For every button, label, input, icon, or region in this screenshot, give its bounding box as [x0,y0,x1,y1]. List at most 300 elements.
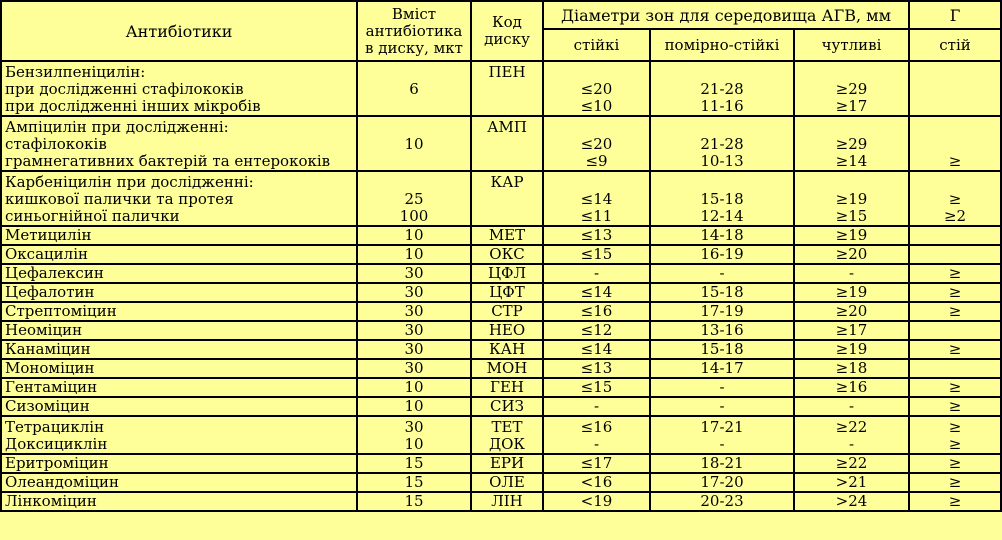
table-row [1,454,1001,473]
zone-sensitive-cell [794,454,909,473]
disk-content: 10 [404,245,424,263]
disk-content [361,174,467,191]
table-row [1,302,1001,321]
antibiotic-name: Цефалотин [5,283,95,301]
zone-resistant-cell [543,264,650,283]
zone-resistant-cell [543,283,650,302]
header-content-line: антибіотика [365,21,463,40]
zone-next-resistant: ≥ [948,264,962,282]
antibiotic-name: Цефалексин [5,264,104,282]
disk-code-cell [471,264,543,283]
zone-resistant-cell [543,61,650,116]
antibiotic-name-cell [1,116,357,171]
disk-content: 15 [404,492,424,510]
zone-next-resistant-cell [909,321,1001,340]
zone-sensitive: ≥14 [835,152,868,170]
antibiotic-name: Канаміцин [5,340,91,358]
zone-moderate [654,119,790,136]
zone-next-resistant: ≥ [948,492,962,510]
zone-resistant: <16 [580,473,613,491]
zone-next-resistant: ≥ [948,302,962,320]
table-row [1,171,1001,226]
disk-code-cell [471,378,543,397]
antibiotic-name: Еритроміцин [5,454,109,472]
table-row [1,359,1001,378]
disk-code: СТР [491,302,523,320]
zone-next-resistant: ≥ [948,397,962,415]
zone-resistant: ≤10 [580,97,613,115]
disk-content-cell [357,283,471,302]
zone-sensitive-cell [794,171,909,226]
zone-next-resistant-cell [909,492,1001,511]
zone-resistant: ≤16 [580,302,613,320]
zone-moderate: 21-28 [700,135,744,153]
disk-code: ЕРИ [489,454,525,472]
antibiotic-name-cell [1,397,357,416]
zone-sensitive: ≥19 [835,283,868,301]
header-antibiotics [1,1,357,61]
zone-resistant-cell [543,171,650,226]
antibiotic-name: кишкової палички та протея [5,190,234,208]
disk-content-cell [357,321,471,340]
zone-next-resistant [913,81,997,98]
zone-sensitive: - [848,435,855,453]
zone-moderate: 12-14 [700,207,744,225]
zone-moderate: - [719,264,725,282]
zone-moderate: - [719,378,725,396]
antibiotic-name-cell [1,264,357,283]
table-row [1,340,1001,359]
zone-next-resistant [913,174,997,191]
disk-code-cell [471,171,543,226]
zone-resistant [547,119,646,136]
zone-sensitive: ≥20 [835,245,868,263]
zone-moderate-cell [650,116,794,171]
disk-code: КАН [488,340,526,358]
zone-resistant: ≤20 [580,80,613,98]
disk-content: 25 [404,190,424,208]
header-content-line: Вміст [391,4,437,23]
antibiotic-name-cell [1,245,357,264]
antibiotic-name: при дослідженні стафілококів [5,80,244,98]
zone-sensitive: ≥22 [835,454,868,472]
antibiotic-name-cell [1,302,357,321]
disk-content [361,153,467,170]
zone-resistant-cell [543,416,650,454]
table-row [1,283,1001,302]
disk-code-cell [471,302,543,321]
zone-resistant-cell [543,473,650,492]
zone-next-resistant [913,360,997,377]
zone-next-resistant [913,98,997,115]
zone-moderate-cell [650,245,794,264]
disk-code-cell [471,454,543,473]
table-row [1,378,1001,397]
zone-sensitive-cell [794,264,909,283]
disk-content: 30 [404,359,424,377]
zone-sensitive: ≥17 [835,97,868,115]
table-row [1,321,1001,340]
disk-code-cell [471,340,543,359]
zone-resistant-cell [543,340,650,359]
zone-moderate: - [719,435,725,453]
zone-resistant: ≤15 [580,245,613,263]
antibiotic-name-cell [1,226,357,245]
antibiotic-name-cell [1,283,357,302]
zone-next-resistant: ≥ [948,454,962,472]
zone-next-resistant-cell [909,302,1001,321]
zone-moderate-cell [650,492,794,511]
zone-moderate: 21-28 [700,80,744,98]
zone-resistant: ≤11 [580,207,613,225]
zone-sensitive: ≥29 [835,80,868,98]
zone-sensitive: ≥19 [835,226,868,244]
disk-content: 30 [404,302,424,320]
antibiotic-name: стафілококів [5,135,107,153]
disk-content [361,98,467,115]
disk-content: 30 [404,283,424,301]
disk-content: 30 [404,418,424,436]
disk-code-cell [471,61,543,116]
disk-content: 15 [404,454,424,472]
disk-code-cell [471,116,543,171]
zone-sensitive-cell [794,245,909,264]
zone-next-resistant-cell [909,116,1001,171]
zone-next-resistant: ≥ [948,378,962,396]
disk-content-cell [357,492,471,511]
header-next-group-label: Г [949,5,961,25]
zone-resistant: ≤14 [580,283,613,301]
disk-content: 6 [409,80,419,98]
antibiotic-name: Тетрациклін [5,418,105,436]
zone-sensitive-cell [794,116,909,171]
zone-moderate-cell [650,378,794,397]
zone-resistant: ≤15 [580,378,613,396]
zone-next-resistant-cell [909,397,1001,416]
antibiotic-name-cell [1,378,357,397]
zone-next-resistant: ≥2 [943,207,967,225]
zone-sensitive: ≥20 [835,302,868,320]
antibiotic-name-cell [1,340,357,359]
disk-code-cell [471,492,543,511]
header-content-line: в диску, мкт [365,38,463,57]
zone-sensitive: ≥19 [835,190,868,208]
disk-content [361,64,467,81]
zone-next-resistant-cell [909,378,1001,397]
zone-moderate-cell [650,264,794,283]
disk-code [475,81,539,98]
disk-code [475,98,539,115]
disk-code-cell [471,416,543,454]
table-row [1,61,1001,116]
zone-moderate: - [719,397,725,415]
zone-sensitive: ≥29 [835,135,868,153]
disk-code: ЛІН [491,492,523,510]
disk-content-cell [357,378,471,397]
zone-sensitive-cell [794,378,909,397]
zone-moderate-cell [650,283,794,302]
zone-moderate: 15-18 [700,340,744,358]
zone-resistant [547,174,646,191]
zone-next-resistant [913,119,997,136]
zone-moderate: 18-21 [700,454,744,472]
header-code-line: диску [484,30,530,48]
zone-sensitive-cell [794,340,909,359]
zone-resistant: ≤13 [580,359,613,377]
zone-resistant: - [593,435,600,453]
zone-sensitive [798,174,905,191]
zone-moderate [654,174,790,191]
zone-next-resistant-cell [909,245,1001,264]
zone-sensitive: - [848,397,855,415]
zone-resistant-cell [543,397,650,416]
zone-moderate-cell [650,359,794,378]
zone-resistant-cell [543,116,650,171]
zone-next-resistant [913,322,997,339]
zone-moderate-cell [650,171,794,226]
zone-moderate-cell [650,473,794,492]
disk-code: МЕТ [488,226,526,244]
disk-code: МОН [486,359,528,377]
disk-code-cell [471,226,543,245]
antibiotic-name-cell [1,473,357,492]
header-code [471,1,543,61]
zone-moderate-cell [650,454,794,473]
header-resistant-label: стійкі [573,35,620,54]
header-moderate-label: помірно-стійкі [664,35,780,54]
zone-resistant-cell [543,321,650,340]
zone-sensitive-cell [794,321,909,340]
antibiotic-name: Метицилін [5,226,92,244]
disk-code-cell [471,359,543,378]
header-resistant [543,29,650,61]
antibiotic-name-cell [1,321,357,340]
disk-content: 30 [404,264,424,282]
zone-resistant: ≤16 [580,418,613,436]
disk-code: ОЛЕ [489,473,525,491]
disk-content-cell [357,116,471,171]
zone-moderate: 14-17 [700,359,744,377]
header-next-group [909,1,1001,29]
disk-content-cell [357,397,471,416]
zone-sensitive: ≥16 [835,378,868,396]
disk-content-cell [357,171,471,226]
zone-next-resistant-cell [909,226,1001,245]
header-code-line: Код [492,13,522,31]
zone-moderate: 10-13 [700,152,744,170]
disk-content-cell [357,473,471,492]
table-row [1,116,1001,171]
disk-code: ЦФЛ [487,264,527,282]
disk-code: НЕО [488,321,526,339]
disk-content-cell [357,61,471,116]
zone-resistant: ≤14 [580,190,613,208]
zone-moderate: 11-16 [700,97,744,115]
antibiotic-name: Оксацилін [5,245,88,263]
zone-sensitive-cell [794,416,909,454]
zone-resistant-cell [543,302,650,321]
disk-content-cell [357,359,471,378]
zone-next-resistant-cell [909,416,1001,454]
disk-code: ОКС [489,245,525,263]
header-next-resistant [909,29,1001,61]
zone-sensitive-cell [794,397,909,416]
zone-resistant-cell [543,226,650,245]
disk-content: 15 [404,473,424,491]
disk-content: 10 [404,135,424,153]
zone-moderate: 17-21 [700,418,744,436]
zone-resistant: ≤9 [585,152,608,170]
disk-content: 30 [404,340,424,358]
antibiotic-name-cell [1,61,357,116]
table-row [1,245,1001,264]
zone-next-resistant: ≥ [948,418,962,436]
zone-resistant-cell [543,359,650,378]
disk-content: 10 [404,435,424,453]
zone-next-resistant-cell [909,61,1001,116]
zone-sensitive: >21 [835,473,868,491]
zone-moderate-cell [650,302,794,321]
zone-next-resistant: ≥ [948,473,962,491]
disk-code: СИЗ [490,397,524,415]
table-row [1,226,1001,245]
header-diameter-group [543,1,909,29]
zone-next-resistant [913,136,997,153]
zone-sensitive-cell [794,473,909,492]
zone-resistant: ≤12 [580,321,613,339]
antibiotic-name: Доксициклін [5,435,108,453]
zone-next-resistant: ≥ [948,152,962,170]
zone-next-resistant-cell [909,340,1001,359]
antibiotic-name-cell [1,171,357,226]
antibiotic-name: грамнегативних бактерій та ентерококів [5,152,331,170]
disk-code: ГЕН [490,378,524,396]
disk-content-cell [357,245,471,264]
antibiotic-name: Гентаміцин [5,378,98,396]
disk-content-cell [357,302,471,321]
zone-sensitive: ≥15 [835,207,868,225]
zone-resistant [547,64,646,81]
zone-next-resistant: ≥ [948,340,962,358]
zone-resistant: ≤17 [580,454,613,472]
disk-content: 30 [404,321,424,339]
disk-code: АМП [487,118,527,136]
disk-content-cell [357,454,471,473]
antibiotic-name: Сизоміцин [5,397,90,415]
antibiotic-name: Мономіцин [5,359,95,377]
header-diameter-label: Діаметри зон для середовища АГВ, мм [560,5,892,25]
zone-moderate-cell [650,340,794,359]
zone-next-resistant: ≥ [948,283,962,301]
antibiotic-name: Карбеніцилін при дослідженні: [5,173,254,191]
antibiotic-name: Неоміцин [5,321,83,339]
zone-moderate: 13-16 [700,321,744,339]
zone-sensitive: >24 [835,492,868,510]
antibiotic-name-cell [1,359,357,378]
zone-resistant: ≤14 [580,340,613,358]
disk-content [361,119,467,136]
header-content [357,1,471,61]
antibiotic-name: Ампіцилін при дослідженні: [5,118,229,136]
table-body [1,61,1001,511]
zone-moderate: 14-18 [700,226,744,244]
table-row [1,416,1001,454]
disk-content-cell [357,416,471,454]
zone-sensitive: ≥19 [835,340,868,358]
zone-next-resistant-cell [909,264,1001,283]
disk-code: ПЕН [488,63,526,81]
zone-sensitive: ≥22 [835,418,868,436]
disk-code-cell [471,245,543,264]
antibiotic-name-cell [1,416,357,454]
zone-next-resistant [913,246,997,263]
zone-moderate-cell [650,226,794,245]
table-row [1,397,1001,416]
disk-code-cell [471,283,543,302]
zone-next-resistant-cell [909,171,1001,226]
zone-resistant: <19 [580,492,613,510]
zone-sensitive-cell [794,492,909,511]
disk-code-cell [471,397,543,416]
zone-moderate: 16-19 [700,245,744,263]
zone-sensitive: ≥18 [835,359,868,377]
zone-next-resistant [913,227,997,244]
zone-resistant: - [593,397,600,415]
antibiotic-name: Стрептоміцин [5,302,117,320]
disk-content-cell [357,226,471,245]
disk-content: 100 [399,207,429,225]
zone-moderate: 17-20 [700,473,744,491]
zone-moderate: 17-19 [700,302,744,320]
disk-code [475,136,539,153]
antibiotic-name: при дослідженні інших мікробів [5,97,261,115]
disk-code [475,208,539,225]
zone-moderate: 15-18 [700,283,744,301]
zone-moderate: 15-18 [700,190,744,208]
disk-code-cell [471,321,543,340]
antibiotic-name: Олеандоміцин [5,473,120,491]
disk-code: ДОК [488,435,526,453]
zone-moderate-cell [650,416,794,454]
zone-resistant-cell [543,378,650,397]
zone-sensitive-cell [794,61,909,116]
zone-next-resistant-cell [909,473,1001,492]
zone-moderate: 20-23 [700,492,744,510]
zone-moderate-cell [650,321,794,340]
disk-content: 10 [404,378,424,396]
antibiotic-name-cell [1,454,357,473]
zone-resistant: ≤20 [580,135,613,153]
header-moderate [650,29,794,61]
antibiotic-name: Лінкоміцин [5,492,97,510]
zone-next-resistant [913,64,997,81]
zone-next-resistant: ≥ [948,190,962,208]
zone-sensitive-cell [794,283,909,302]
table-row [1,473,1001,492]
zone-moderate [654,64,790,81]
zone-resistant: - [593,264,600,282]
table-row [1,492,1001,511]
zone-next-resistant: ≥ [948,435,962,453]
disk-content-cell [357,264,471,283]
header-row-top [1,1,1001,29]
disk-code: ТЕТ [491,418,523,436]
zone-resistant-cell [543,245,650,264]
antibiotic-name: Бензилпеніцилін: [5,63,146,81]
header-antibiotics-label: Антибіотики [125,21,233,41]
zone-moderate-cell [650,61,794,116]
zone-sensitive-cell [794,226,909,245]
